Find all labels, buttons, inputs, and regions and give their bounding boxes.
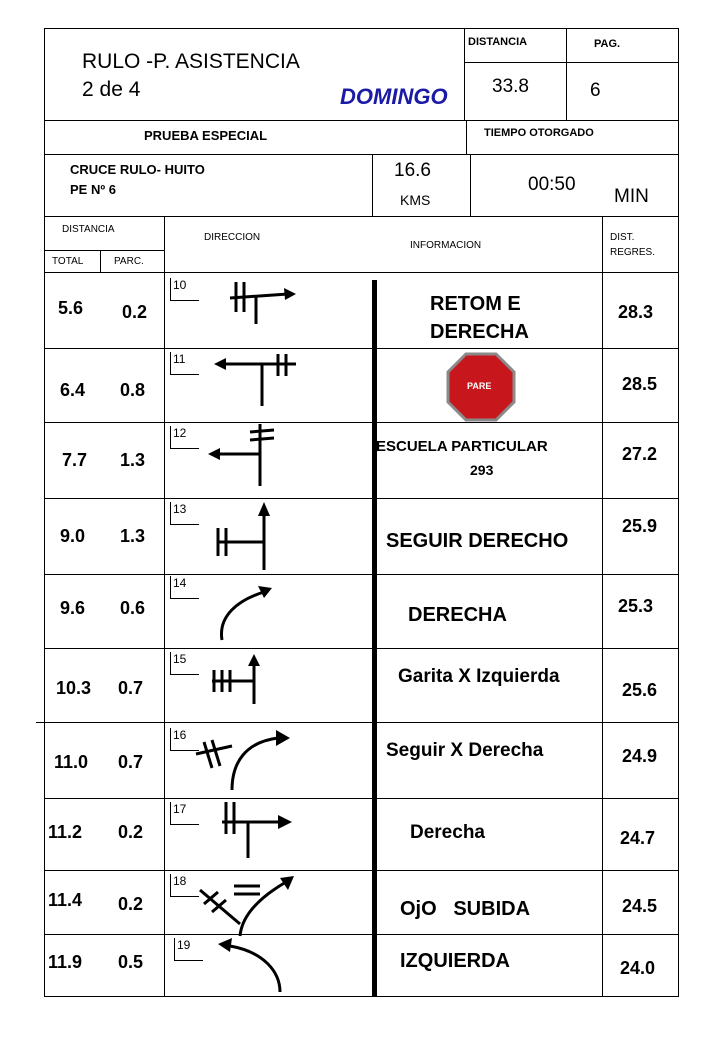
row-remaining: 24.0: [620, 958, 656, 978]
row-info: Seguir X Derecha: [386, 740, 544, 761]
row-remaining: 27.2: [622, 444, 658, 464]
row-index: 15: [170, 652, 199, 675]
row-total: 7.7: [62, 450, 88, 470]
row-index: 13: [170, 502, 199, 525]
row-separator: [44, 934, 679, 935]
row-remaining: 25.6: [622, 680, 658, 700]
row-total: 11.4: [48, 890, 83, 910]
stage-km: 16.6: [394, 160, 431, 181]
part-label: 2 de 4: [82, 78, 141, 101]
row-index: 11: [170, 352, 199, 375]
time-label: TIEMPO OTORGADO: [484, 127, 594, 139]
turn-left-tulip-icon: [206, 424, 286, 490]
divider: [372, 154, 373, 216]
stage-number: PE Nº 6: [70, 182, 116, 197]
col-remaining-2: REGRES.: [610, 247, 656, 258]
col-direction: DIRECCION: [204, 232, 261, 243]
row-separator: [44, 870, 679, 871]
row-total: 9.0: [60, 526, 86, 546]
row-info: Derecha: [410, 822, 485, 843]
bear-right-tulip-icon: [214, 582, 284, 644]
stage-km-unit: KMS: [400, 192, 431, 208]
row-parc: 0.6: [120, 598, 146, 618]
row-parc: 0.2: [118, 894, 144, 914]
row-remaining: 25.3: [618, 596, 654, 616]
row-total: 11.0: [54, 752, 89, 772]
frame-top: [44, 28, 679, 29]
row-total: 5.6: [58, 298, 84, 318]
page-value: 6: [590, 80, 601, 101]
row-index: 17: [170, 802, 199, 825]
row-remaining: 25.9: [622, 516, 658, 536]
row-index: 19: [174, 938, 203, 961]
row-total: 6.4: [60, 380, 86, 400]
turn-left-tulip-icon: [212, 354, 302, 410]
row-total: 11.9: [48, 952, 83, 972]
row-info: IZQUIERDA: [400, 950, 510, 972]
pare-sign-label: PARE: [467, 381, 492, 391]
row-info: OjO SUBIDA: [400, 898, 531, 920]
row-remaining: 24.7: [620, 828, 656, 848]
row-parc: 1.3: [120, 450, 146, 470]
divider: [44, 250, 164, 251]
row-separator: [44, 648, 679, 649]
row-info: RETOM E DERECHA: [430, 293, 529, 343]
row-info: SEGUIR DERECHO: [386, 530, 569, 552]
bear-right-tulip-icon: [196, 726, 296, 792]
page-label: PAG.: [594, 38, 621, 50]
row-index: 12: [170, 426, 199, 449]
row-parc: 0.7: [118, 678, 144, 698]
col-remaining-1: DIST.: [610, 232, 635, 243]
turn-right-tulip-icon: [220, 800, 300, 860]
stage-name: CRUCE RULO- HUITO: [70, 162, 205, 177]
divider: [566, 28, 567, 120]
row-separator: [44, 498, 679, 499]
time-unit: MIN: [614, 186, 649, 207]
row-total: 10.3: [56, 678, 92, 698]
row-parc: 0.2: [118, 822, 144, 842]
special-stage-label: PRUEBA ESPECIAL: [144, 128, 268, 143]
row-index: 10: [170, 278, 199, 301]
row-separator: [44, 574, 679, 575]
distance-label: DISTANCIA: [468, 36, 528, 48]
frame-bottom: [44, 996, 679, 997]
straight-on-tulip-icon: [210, 652, 270, 708]
column-divider: [164, 216, 165, 996]
column-divider: [100, 250, 101, 272]
row-total: 9.6: [60, 598, 86, 618]
divider: [464, 28, 465, 120]
row-index: 14: [170, 576, 199, 599]
time-value: 00:50: [528, 174, 576, 195]
row-parc: 1.3: [120, 526, 146, 546]
row-index: 16: [170, 728, 199, 751]
row-parc: 0.8: [120, 380, 146, 400]
col-distance: DISTANCIA: [62, 224, 115, 235]
row-info-2: 293: [470, 462, 494, 478]
divider: [466, 120, 467, 154]
col-parc: PARC.: [114, 256, 144, 267]
row-parc: 0.2: [122, 302, 148, 322]
column-divider: [602, 216, 603, 996]
col-information: INFORMACION: [410, 240, 482, 251]
straight-on-tulip-icon: [214, 500, 274, 572]
divider: [44, 120, 679, 121]
divider: [470, 154, 471, 216]
col-total: TOTAL: [52, 256, 84, 267]
row-remaining: 28.5: [622, 374, 658, 394]
row-info: ESCUELA PARTICULAR: [376, 438, 548, 455]
row-info: DERECHA: [408, 604, 507, 626]
divider: [44, 272, 679, 273]
row-remaining: 24.9: [622, 746, 658, 766]
row-parc: 0.5: [118, 952, 144, 972]
page-title: RULO -P. ASISTENCIA: [82, 50, 300, 73]
divider: [464, 62, 679, 63]
row-info: Garita X Izquierda: [398, 666, 560, 687]
row-separator: [36, 722, 679, 723]
row-parc: 0.7: [118, 752, 144, 772]
row-remaining: 28.3: [618, 302, 654, 322]
bear-right-tulip-icon: [198, 872, 298, 938]
day-label: DOMINGO: [340, 84, 448, 109]
row-remaining: 24.5: [622, 896, 658, 916]
bear-left-tulip-icon: [200, 936, 290, 994]
frame-left: [44, 28, 45, 996]
divider: [44, 154, 679, 155]
row-index: 18: [170, 874, 199, 897]
distance-value: 33.8: [492, 76, 529, 97]
row-separator: [44, 348, 679, 349]
turn-right-tulip-icon: [222, 280, 302, 330]
row-separator: [44, 798, 679, 799]
divider: [44, 216, 679, 217]
road-line: [372, 280, 377, 996]
row-total: 11.2: [48, 822, 83, 842]
row-separator: [44, 422, 679, 423]
frame-right: [678, 28, 679, 996]
